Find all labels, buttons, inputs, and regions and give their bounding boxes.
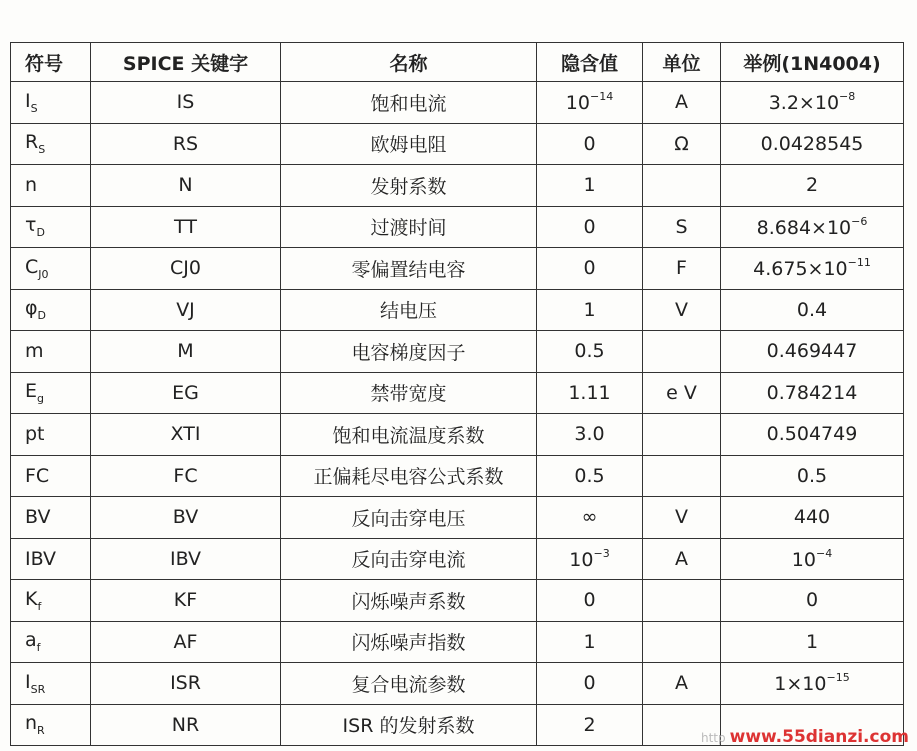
cell-name: 饱和电流温度系数 xyxy=(281,414,537,456)
cell-symbol xyxy=(11,165,91,207)
example-text: 0.504749 xyxy=(766,423,858,446)
table-row xyxy=(11,372,904,414)
example-text: 1 xyxy=(805,630,819,653)
cell-unit xyxy=(643,165,721,207)
cell-unit: Ω xyxy=(643,123,721,165)
site-watermark xyxy=(701,727,909,747)
cell-spice-keyword: AF xyxy=(91,621,281,663)
table-row xyxy=(11,165,904,207)
example-text: 4.675×10 xyxy=(753,258,848,281)
cell-spice-keyword: EG xyxy=(91,372,281,414)
cell-spice-keyword: TT xyxy=(91,206,281,248)
default-value-text: 1 xyxy=(583,630,596,653)
example-text: 3.2×10 xyxy=(768,92,840,115)
default-value-text: 3.0 xyxy=(574,423,605,446)
symbol-subscript: f xyxy=(37,599,42,613)
cell-name: 饱和电流 xyxy=(281,82,537,124)
table-row xyxy=(11,580,904,622)
symbol-text: BV xyxy=(25,506,51,529)
symbol-text: C xyxy=(25,255,39,278)
cell-symbol xyxy=(11,289,91,331)
cell-symbol xyxy=(11,663,91,705)
table-row xyxy=(11,538,904,580)
cell-name: 闪烁噪声系数 xyxy=(281,580,537,622)
default-value-text: 0 xyxy=(583,672,596,695)
symbol-text: φ xyxy=(25,297,38,320)
example-text: 10 xyxy=(791,548,816,571)
symbol-text: pt xyxy=(25,423,45,446)
cell-symbol xyxy=(11,206,91,248)
cell-spice-keyword: KF xyxy=(91,580,281,622)
cell-default-value xyxy=(537,663,643,705)
cell-unit: F xyxy=(643,248,721,290)
default-value-text: 10 xyxy=(565,92,590,115)
table-row xyxy=(11,497,904,539)
cell-unit: A xyxy=(643,663,721,705)
example-text: 0.784214 xyxy=(766,381,858,404)
default-value-exponent: −14 xyxy=(589,90,614,104)
symbol-subscript: D xyxy=(37,309,47,323)
symbol-text: K xyxy=(25,587,38,610)
symbol-subscript: S xyxy=(38,143,46,157)
symbol-subscript: R xyxy=(37,724,45,738)
symbol-subscript: J0 xyxy=(38,267,49,281)
cell-symbol xyxy=(11,123,91,165)
default-value-exponent: −3 xyxy=(593,546,610,560)
cell-name: 闪烁噪声指数 xyxy=(281,621,537,663)
example-text: 440 xyxy=(793,506,831,529)
cell-unit: S xyxy=(643,206,721,248)
watermark-text: www.55dianzi.com xyxy=(729,727,909,747)
symbol-subscript: SR xyxy=(30,682,46,696)
cell-symbol xyxy=(11,331,91,373)
table-row xyxy=(11,82,904,124)
cell-unit xyxy=(643,455,721,497)
cell-name: 过渡时间 xyxy=(281,206,537,248)
header-default-value: 隐含值 xyxy=(537,43,643,82)
default-value-text: ∞ xyxy=(581,506,598,529)
example-text: 8.684×10 xyxy=(756,216,852,239)
header-name: 名称 xyxy=(281,43,537,82)
default-value-text: 1 xyxy=(583,174,596,197)
cell-example xyxy=(721,414,904,456)
cell-example xyxy=(721,82,904,124)
cell-spice-keyword: N xyxy=(91,165,281,207)
cell-name: 发射系数 xyxy=(281,165,537,207)
cell-symbol xyxy=(11,580,91,622)
cell-symbol xyxy=(11,372,91,414)
cell-name: 零偏置结电容 xyxy=(281,248,537,290)
cell-symbol xyxy=(11,621,91,663)
cell-unit: V xyxy=(643,289,721,331)
cell-unit: A xyxy=(643,82,721,124)
cell-example xyxy=(721,165,904,207)
cell-example xyxy=(721,497,904,539)
cell-spice-keyword: M xyxy=(91,331,281,373)
cell-default-value xyxy=(537,538,643,580)
cell-unit: V xyxy=(643,497,721,539)
default-value-text: 0.5 xyxy=(574,340,605,363)
cell-name: 禁带宽度 xyxy=(281,372,537,414)
cell-default-value xyxy=(537,331,643,373)
cell-spice-keyword: IBV xyxy=(91,538,281,580)
cell-example xyxy=(721,621,904,663)
cell-spice-keyword: VJ xyxy=(91,289,281,331)
default-value-text: 1.11 xyxy=(568,381,611,404)
cell-unit xyxy=(643,414,721,456)
cell-spice-keyword: IS xyxy=(91,82,281,124)
cell-default-value xyxy=(537,206,643,248)
cell-symbol xyxy=(11,497,91,539)
cell-spice-keyword: FC xyxy=(91,455,281,497)
cell-unit: A xyxy=(643,538,721,580)
symbol-text: n xyxy=(25,712,38,735)
header-symbol: 符号 xyxy=(11,43,91,82)
cell-default-value xyxy=(537,165,643,207)
example-exponent: −15 xyxy=(826,671,850,685)
spice-diode-parameter-table xyxy=(10,42,904,746)
cell-name: 正偏耗尽电容公式系数 xyxy=(281,455,537,497)
cell-example xyxy=(721,289,904,331)
symbol-subscript: g xyxy=(37,392,44,406)
example-text: 1×10 xyxy=(774,673,827,696)
cell-unit: e V xyxy=(643,372,721,414)
cell-name: ISR 的发射系数 xyxy=(281,704,537,746)
cell-default-value xyxy=(537,289,643,331)
table-row xyxy=(11,663,904,705)
symbol-text: n xyxy=(25,174,38,197)
cell-default-value xyxy=(537,621,643,663)
cell-name: 欧姆电阻 xyxy=(281,123,537,165)
default-value-text: 0.5 xyxy=(574,464,605,487)
cell-example xyxy=(721,206,904,248)
table-row xyxy=(11,248,904,290)
default-value-text: 0 xyxy=(583,132,596,155)
table-header-row xyxy=(11,43,904,82)
cell-symbol xyxy=(11,455,91,497)
cell-name: 复合电流参数 xyxy=(281,663,537,705)
symbol-text: R xyxy=(25,131,39,154)
table-row xyxy=(11,331,904,373)
symbol-text: E xyxy=(25,380,38,403)
cell-example xyxy=(721,248,904,290)
cell-unit xyxy=(643,621,721,663)
cell-name: 反向击穿电压 xyxy=(281,497,537,539)
cell-example xyxy=(721,663,904,705)
cell-default-value xyxy=(537,248,643,290)
default-value-text: 0 xyxy=(583,589,596,612)
example-exponent: −6 xyxy=(851,214,868,228)
cell-symbol xyxy=(11,538,91,580)
cell-example xyxy=(721,331,904,373)
symbol-text: I xyxy=(25,670,31,693)
cell-default-value xyxy=(537,123,643,165)
example-text: 0 xyxy=(805,589,819,612)
cell-default-value xyxy=(537,414,643,456)
cell-symbol xyxy=(11,82,91,124)
table-row xyxy=(11,455,904,497)
table-row xyxy=(11,621,904,663)
header-spice-keyword: SPICE 关键字 xyxy=(91,43,281,82)
cell-default-value xyxy=(537,580,643,622)
symbol-text: a xyxy=(25,629,37,652)
symbol-text: FC xyxy=(25,464,50,487)
example-exponent: −11 xyxy=(847,256,871,270)
symbol-subscript: D xyxy=(36,226,45,240)
cell-default-value xyxy=(537,704,643,746)
table-row xyxy=(11,206,904,248)
default-value-text: 10 xyxy=(569,548,594,571)
cell-spice-keyword: NR xyxy=(91,704,281,746)
cell-unit xyxy=(643,580,721,622)
symbol-subscript: f xyxy=(36,641,41,655)
table-row xyxy=(11,289,904,331)
header-unit: 单位 xyxy=(643,43,721,82)
cell-example xyxy=(721,455,904,497)
header-example: 举例(1N4004) xyxy=(721,43,904,82)
cell-example xyxy=(721,538,904,580)
cell-symbol xyxy=(11,414,91,456)
table-row xyxy=(11,123,904,165)
example-text: 0.4 xyxy=(796,298,828,321)
cell-unit xyxy=(643,331,721,373)
default-value-text: 0 xyxy=(583,257,596,280)
example-exponent: −8 xyxy=(839,90,856,104)
symbol-text: m xyxy=(25,340,44,363)
symbol-subscript: S xyxy=(30,101,38,115)
cell-name: 结电压 xyxy=(281,289,537,331)
example-text: 0.0428545 xyxy=(760,132,864,155)
cell-symbol xyxy=(11,704,91,746)
cell-spice-keyword: ISR xyxy=(91,663,281,705)
example-text: 2 xyxy=(805,174,819,197)
cell-spice-keyword: BV xyxy=(91,497,281,539)
cell-default-value xyxy=(537,82,643,124)
symbol-text: τ xyxy=(25,214,37,237)
example-text: 0.469447 xyxy=(766,340,858,363)
watermark-prefix: http xyxy=(700,731,726,745)
symbol-text: I xyxy=(25,89,31,112)
default-value-text: 0 xyxy=(583,215,596,238)
default-value-text: 1 xyxy=(583,298,596,321)
cell-spice-keyword: RS xyxy=(91,123,281,165)
cell-example xyxy=(721,372,904,414)
default-value-text: 2 xyxy=(583,713,596,736)
symbol-text: IBV xyxy=(25,547,57,570)
cell-name: 反向击穿电流 xyxy=(281,538,537,580)
cell-default-value xyxy=(537,455,643,497)
cell-name: 电容梯度因子 xyxy=(281,331,537,373)
cell-example xyxy=(721,123,904,165)
table-row xyxy=(11,414,904,456)
cell-spice-keyword: XTI xyxy=(91,414,281,456)
cell-example xyxy=(721,580,904,622)
cell-spice-keyword: CJ0 xyxy=(91,248,281,290)
example-text: 0.5 xyxy=(796,464,828,487)
cell-default-value xyxy=(537,497,643,539)
cell-symbol xyxy=(11,248,91,290)
example-exponent: −4 xyxy=(815,546,833,560)
cell-default-value xyxy=(537,372,643,414)
